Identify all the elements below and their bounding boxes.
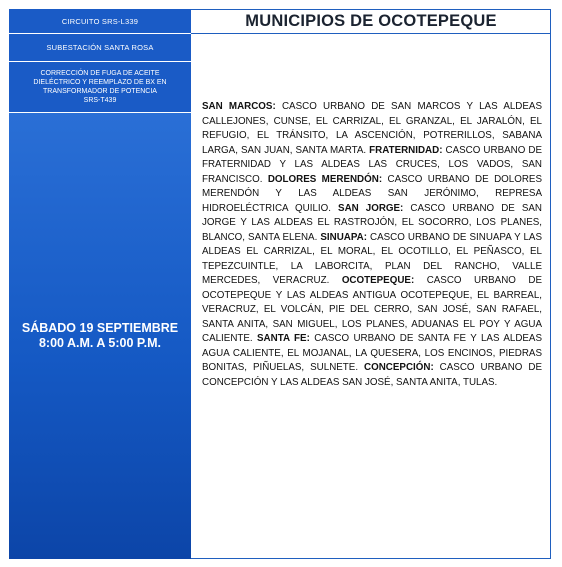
outage-info-column — [9, 9, 191, 559]
page-title: MUNICIPIOS DE OCOTEPEQUE — [191, 9, 551, 34]
municipality-name: SAN MARCOS: — [202, 101, 276, 112]
schedule-cell — [9, 113, 191, 559]
municipality-name: FRATERNIDAD: — [369, 144, 443, 156]
municipality-name: SANTA FE: — [257, 333, 310, 344]
municipality-name: SINUAPA: — [320, 231, 367, 243]
municipality-areas: CASCO URBANO DE SAN MARCOS Y LAS ALDEAS CALLEJONES, CUNSE, EL CARRIZAL, EL GRANZAL, EL JARALÓN, EL REFUGIO, EL TRÁNSITO, LA ASCENCIÓN, POTRERILLOS, SABANA LARGA, SAN JUAN, SANTA MARTA. — [202, 101, 542, 156]
municipality-areas: CASCO URBANO DE SANTA FE Y LAS ALDEAS AGUA CALIENTE, EL MOJANAL, LA QUESERA, LOS ENCINOS, PIEDRAS BONITAS, PIÑUELAS, SULNETE. — [202, 333, 543, 373]
circuit-cell — [9, 9, 191, 34]
work-description-line: CORRECCIÓN DE FUGA DE ACEITE — [40, 70, 160, 77]
outage-date: SÁBADO 19 SEPTIEMBRE — [21, 321, 179, 335]
work-description-line: TRANSFORMADOR DE POTENCIA — [43, 88, 157, 95]
municipality-areas: CASCO URBANO DE FRATERNIDAD Y LAS ALDEAS LAS CRUCES, LOS VADOS, SAN FRANCISCO. — [202, 144, 542, 185]
substation-label: SUBESTACIÓN SANTA ROSA — [46, 43, 154, 52]
municipality-name: SAN JORGE: — [338, 202, 404, 214]
outage-time: 8:00 A.M. A 5:00 P.M. — [38, 336, 162, 350]
circuit-label: CIRCUITO SRS-L339 — [61, 16, 139, 26]
municipality-name: OCOTEPEQUE: — [341, 275, 415, 286]
municipality-name: DOLORES MERENDÓN: — [267, 173, 383, 185]
municipality-areas: CASCO URBANO DE SINUAPA Y LAS ALDEAS EL CARRIZAL, EL MORAL, EL OCOTILLO, EL PEÑASCO, EL TEPEZCUINTLE, LA LABORCITA, PLAN DEL RANCHO, VALLE MERCEDES, VERACRUZ. — [202, 231, 542, 286]
municipality-areas: CASCO URBANO DE DOLORES MERENDÓN Y LAS ALDEAS SAN JERÓNIMO, REPRESA HIDROELÉCTRICA QUILIO. — [202, 173, 542, 214]
municipality-areas: CASCO URBANO DE SAN JORGE Y LAS ALDEAS EL RASTROJÓN, EL SOCORRO, LOS PLANES, BLANCO, SANTA ELENA. — [202, 202, 542, 243]
municipalities-list — [202, 100, 542, 390]
substation-cell — [9, 34, 191, 62]
work-description-line: DIELÉCTRICO Y REEMPLAZO DE BX EN — [33, 79, 167, 86]
municipality-name: CONCEPCIÓN: — [364, 362, 434, 373]
municipality-areas: CASCO URBANO DE OCOTEPEQUE Y LAS ALDEAS ANTIGUA OCOTEPEQUE, EL BARREAL, VERACRUZ, EL VOLCÁN, PIE DEL CERRO, SAN JOSÉ, SAN RAFAEL, SANTA ANITA, SAN MIGUEL, LOS PLANES, ADUANAS EL POY Y AGUA CALIENTE. — [202, 275, 542, 344]
work-description-line: SRS-T439 — [83, 97, 117, 104]
work-description-cell — [9, 62, 191, 113]
municipality-areas: CASCO URBANO DE CONCEPCIÓN Y LAS ALDEAS SAN JOSÉ, SANTA ANITA, TULAS. — [202, 362, 542, 388]
